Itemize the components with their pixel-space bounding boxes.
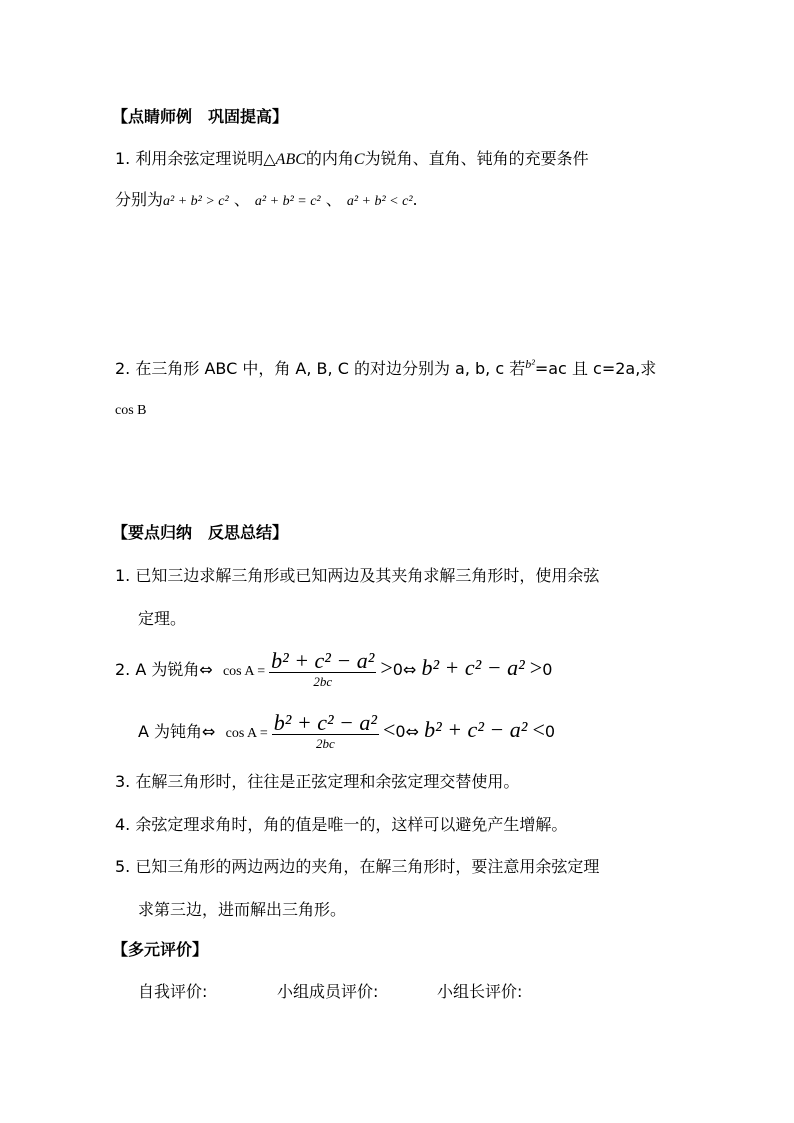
- zero: 0: [395, 722, 406, 741]
- fraction-denominator: 2bc: [315, 736, 335, 751]
- fraction-cos-a: [272, 712, 379, 753]
- zero: 0: [544, 722, 556, 741]
- section-title-examples: 【点睛师例 巩固提高】: [112, 107, 289, 126]
- cos-a: cos A =: [222, 664, 266, 679]
- section-title-summary: 【要点归纳 反思总结】: [112, 523, 289, 542]
- triangle-abc: △ABC: [263, 151, 306, 168]
- zero: 0: [392, 660, 403, 679]
- point-3: 3. 在解三角形时，往往是正弦定理和余弦定理交替使用。: [115, 772, 520, 791]
- q1-text: 1. 利用余弦定理说明: [115, 149, 264, 168]
- separator: 、: [325, 190, 342, 209]
- cos-a: cos A =: [225, 726, 268, 741]
- fraction-numerator: b² + c² − a²: [271, 648, 375, 673]
- iff-symbol: ⇔: [405, 722, 420, 741]
- greater-than: >: [529, 655, 543, 680]
- point-5-line1: 5. 已知三角形的两边两边的夹角，在解三角形时，要注意用余弦定理: [115, 857, 600, 876]
- obtuse-label: A 为钝角⇔: [138, 722, 216, 741]
- member-evaluation: 小组成员评价:: [277, 982, 379, 1001]
- point-5-line2: 求第三边，进而解出三角形。: [138, 900, 347, 919]
- fraction-denominator: 2bc: [313, 674, 333, 689]
- iff-symbol: ⇔: [402, 660, 417, 679]
- condition-right: a² + b² = c²: [254, 194, 321, 209]
- question-1-line1: [115, 149, 589, 170]
- condition-obtuse: a² + b² < c²: [346, 194, 413, 209]
- angle-c: C: [353, 151, 365, 168]
- leader-evaluation: 小组长评价:: [437, 982, 523, 1001]
- acute-label: 2. A 为锐角⇔: [115, 660, 213, 679]
- b-squared: b²: [525, 357, 535, 371]
- point-2-acute: [115, 648, 552, 692]
- condition-acute: a² + b² > c²: [163, 194, 229, 209]
- q2-text: =ac 且 c=2a,求: [534, 359, 657, 378]
- point-2-obtuse: [138, 710, 555, 754]
- question-2-line2: cos B: [115, 403, 147, 418]
- less-than: <: [532, 717, 545, 742]
- greater-than: >: [380, 655, 393, 680]
- self-evaluation: 自我评价:: [138, 982, 208, 1001]
- expression: b² + c² − a²: [424, 717, 528, 742]
- separator: 、: [233, 190, 250, 209]
- q1-text: 的内角: [305, 149, 354, 168]
- question-1-line2: [115, 190, 418, 212]
- section-title-evaluation: 【多元评价】: [112, 940, 209, 959]
- question-2-line1: [115, 359, 656, 380]
- less-than: <: [383, 717, 396, 742]
- fraction-cos-a: [269, 650, 376, 691]
- point-1-line1: 1. 已知三边求解三角形或已知两边及其夹角求解三角形时，使用余弦: [115, 566, 600, 585]
- point-1-line2: 定理。: [138, 609, 187, 628]
- point-4: 4. 余弦定理求角时，角的值是唯一的，这样可以避免产生增解。: [115, 815, 568, 834]
- q1-text: 为锐角、直角、钝角的充要条件: [364, 149, 589, 168]
- q1-prefix: 分别为: [115, 190, 164, 209]
- expression: b² + c² − a²: [421, 655, 525, 680]
- zero: 0: [542, 660, 553, 679]
- period: .: [412, 190, 418, 209]
- q2-text: 2. 在三角形 ABC 中，角 A, B, C 的对边分别为 a, b, c 若: [115, 359, 526, 378]
- fraction-numerator: b² + c² − a²: [273, 710, 377, 735]
